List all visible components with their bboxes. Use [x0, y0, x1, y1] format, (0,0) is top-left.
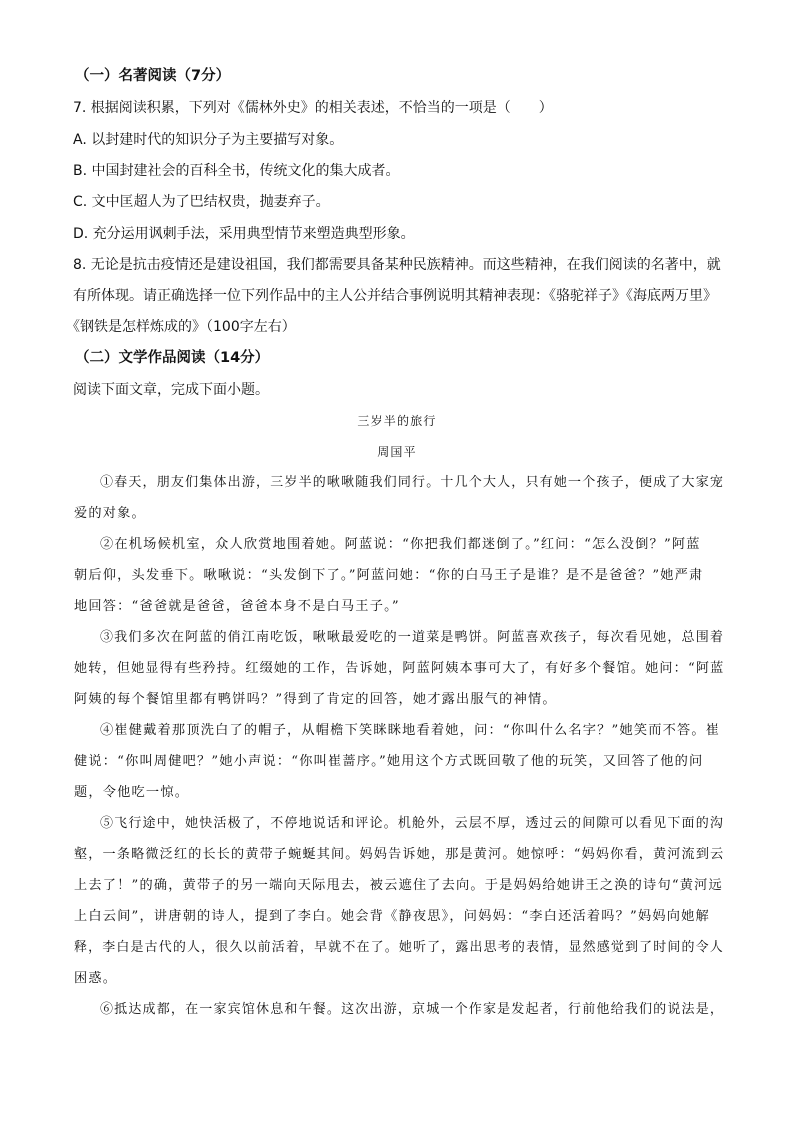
article-line: 释，李白是古代的人，很久以前活着，早就不在了。她听了，露出思考的表情，显然感觉到了时间的令人 — [74, 940, 724, 955]
article-line: 阿姨的每个餐馆里都有鸭饼吗？”得到了肯定的回答，她才露出服气的神情。 — [74, 692, 557, 707]
article-line: ②在机场候机室，众人欣赏地围着她。阿蓝说：“你把我们都迷倒了。”红问：“怎么没倒？”阿蓝 — [100, 537, 701, 552]
article-line: 上白云间”，讲唐朝的诗人，提到了李白。她会背《静夜思》，问妈妈：“李白还活着吗？”妈妈向她解 — [74, 909, 710, 924]
article-line: 困惑。 — [74, 971, 118, 986]
article-line: ③我们多次在阿蓝的俏江南吃饭，啾啾最爱吃的一道菜是鸭饼。阿蓝喜欢孩子，每次看见她，总围着 — [100, 630, 725, 645]
question-7-option-c: C. 文中匡超人为了巴结权贵，抛妻弃子。 — [73, 194, 330, 210]
question-8-line-3: 《钢铁是怎样炼成的》（100字左右） — [66, 319, 296, 335]
section2-heading: （二）文学作品阅读（14分） — [75, 350, 270, 366]
article-line: ⑥抵达成都，在一家宾馆休息和午餐。这次出游，京城一个作家是发起者，行前他给我们的说法是， — [100, 1002, 725, 1017]
question-7-option-b: B. 中国封建社会的百科全书，传统文化的集大成者。 — [73, 163, 400, 179]
article-line: 上去了！”的确，黄带子的另一端向天际甩去，被云遮住了去向。于是妈妈给她讲王之涣的诗句“黄河远 — [74, 878, 723, 893]
article-author: 周国平 — [377, 445, 417, 459]
question-7-option-d: D. 充分运用讽刺手法，采用典型情节来塑造典型形象。 — [73, 226, 415, 242]
article-line: 她转，但她显得有些矜持。红缀她的工作，告诉她，阿蓝阿姨本事可大了，有好多个餐馆。她问：“阿蓝 — [74, 661, 725, 676]
article-line: ⑤飞行途中，她快活极了，不停地说话和评论。机舱外，云层不厚，透过云的间隙可以看见下面的沟 — [100, 816, 725, 831]
question-8-line-2: 有所体现。请正确选择一位下列作品中的主人公并结合事例说明其精神表现：《骆驼祥子》《海底两万里》 — [73, 288, 717, 304]
section1-heading: （一）名著阅读（7分） — [75, 68, 231, 84]
article-line: ④崔健戴着那顶洗白了的帽子，从帽檐下笑眯眯地看着她，问：“你叫什么名字？”她笑而不答。崔 — [100, 723, 721, 738]
question-7-option-a: A. 以封建时代的知识分子为主要描写对象。 — [73, 132, 344, 148]
article-line: 地回答：“爸爸就是爸爸，爸爸本身不是白马王子。” — [74, 599, 400, 614]
question-7-stem: 7. 根据阅读积累，下列对《儒林外史》的相关表述，不恰当的一项是（ ） — [73, 100, 553, 116]
reading-instruction: 阅读下面文章，完成下面小题。 — [73, 382, 269, 398]
article-line: ①春天，朋友们集体出游，三岁半的啾啾随我们同行。十几个大人，只有她一个孩子，便成了大家宠 — [100, 475, 725, 490]
question-8-line-1: 8. 无论是抗击疫情还是建设祖国，我们都需要具备某种民族精神。而这些精神，在我们阅读的名著中，就 — [73, 257, 721, 273]
article-line: 爱的对象。 — [74, 506, 146, 521]
article-line: 朝后仰，头发垂下。啾啾说：“头发倒下了。”阿蓝问她：“你的白马王子是谁？是不是爸爸？”她严肃 — [74, 568, 704, 583]
article-title: 三岁半的旅行 — [357, 414, 437, 428]
article-line: 题，令他吃一惊。 — [74, 785, 190, 800]
article-line: 健说：“你叫周健吧？”她小声说：“你叫崔蔷序。”她用这个方式既回敬了他的玩笑，又回答了他的问 — [74, 754, 704, 769]
article-line: 壑，一条略微泛红的长长的黄带子蜿蜒其间。妈妈告诉她，那是黄河。她惊呼：“妈妈你看，黄河流到云 — [74, 847, 725, 862]
